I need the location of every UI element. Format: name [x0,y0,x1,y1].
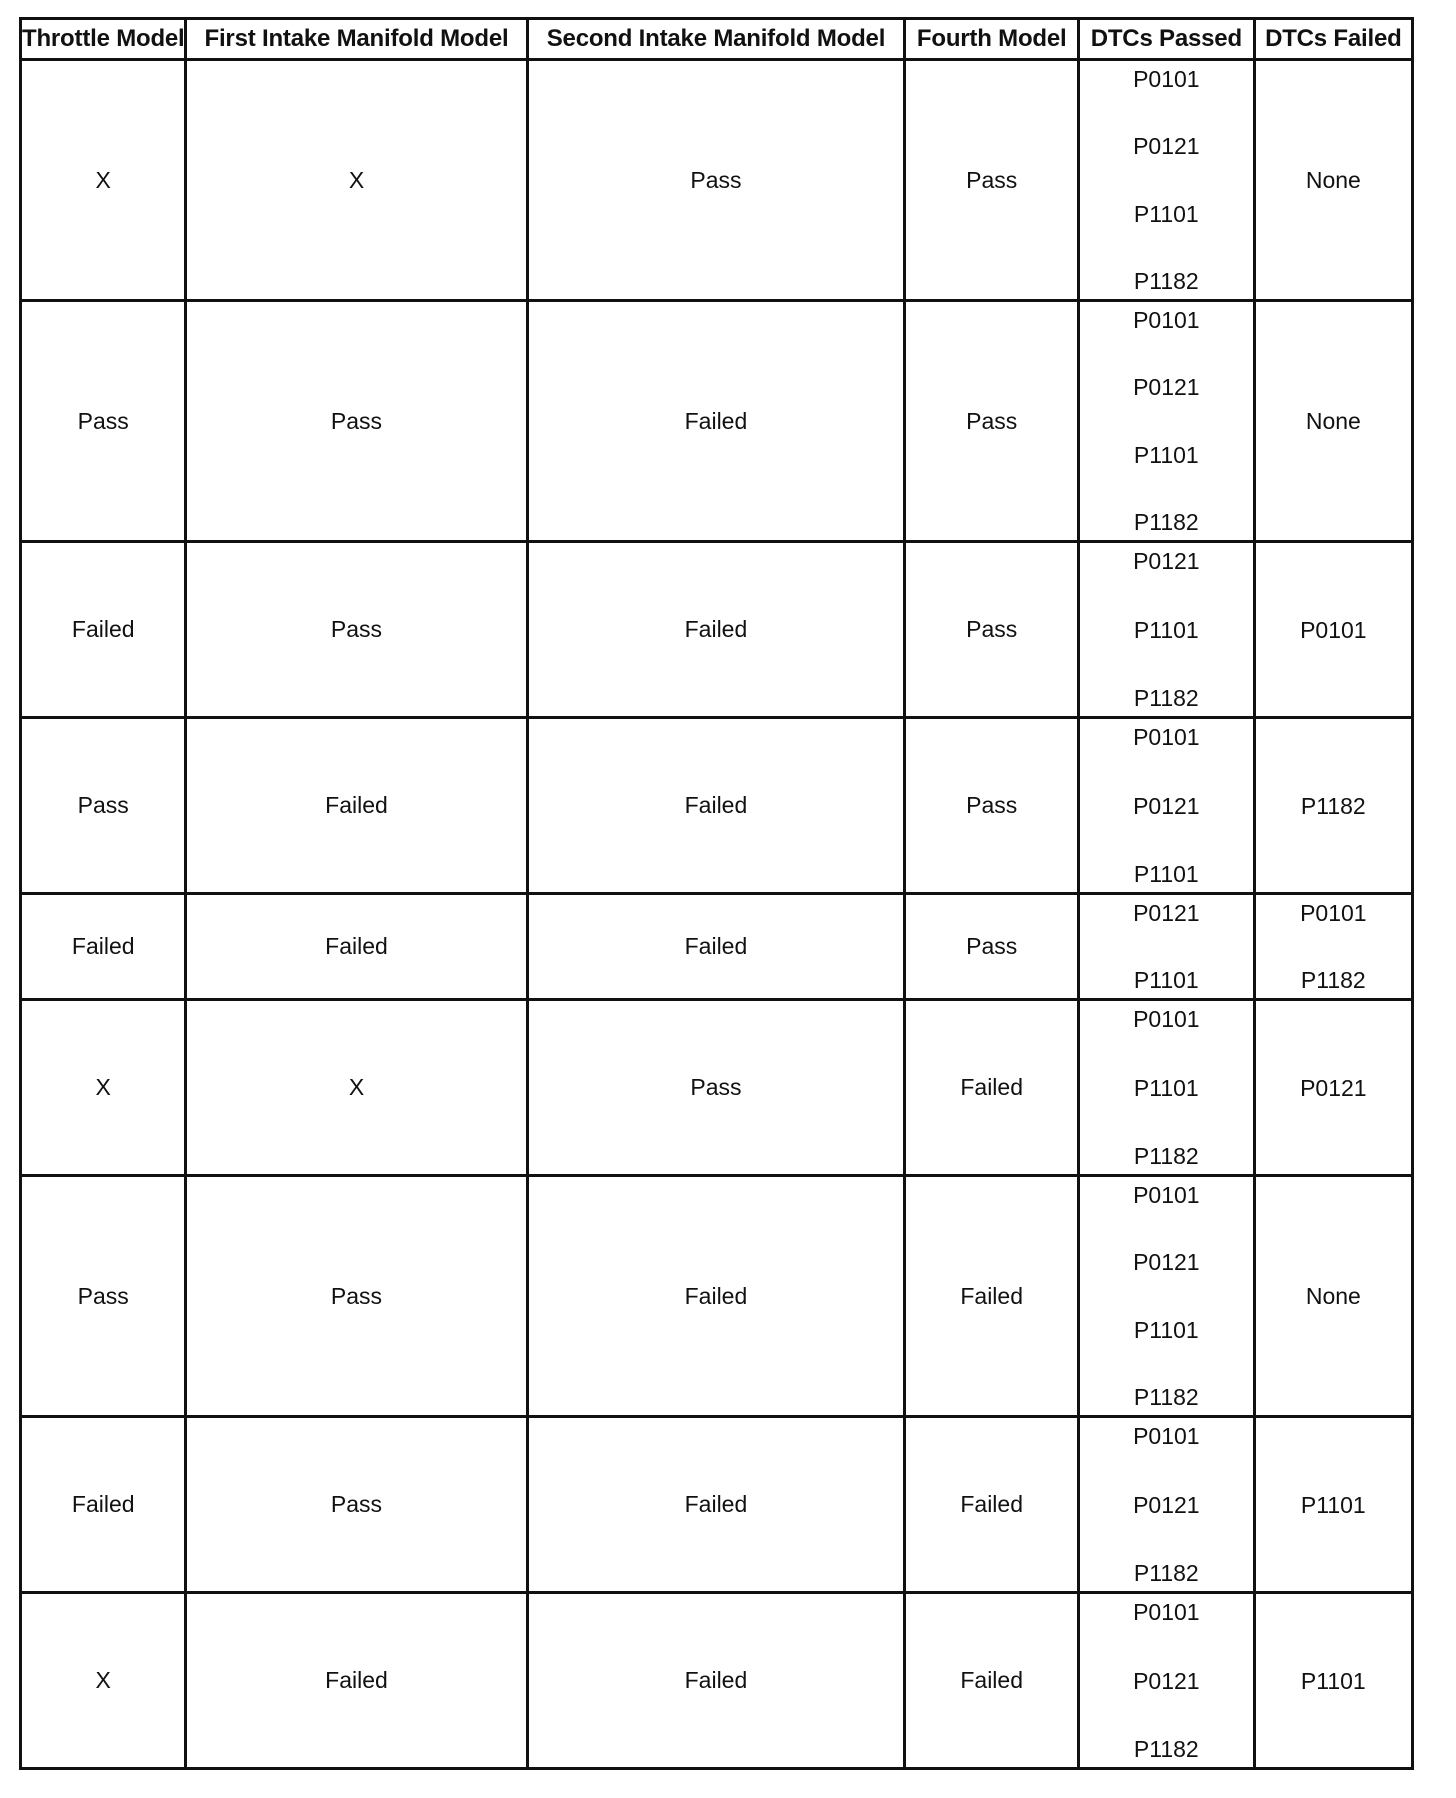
table-row [21,542,1413,718]
dtc-code-list [1080,1177,1253,1415]
dtc-code: P0121 [1133,1249,1200,1276]
fourth-model-cell: Pass [905,301,1079,542]
dtc-code: P0121 [1300,1074,1367,1101]
dtc-code: P0121 [1133,1667,1200,1694]
dtc-code: P1101 [1133,1074,1199,1101]
dtc-code: P1182 [1133,685,1199,711]
dtc-code: P0101 [1133,1423,1200,1449]
second-intake-manifold-cell: Failed [527,301,905,542]
dtc-code-list [1080,543,1253,716]
dtc-code: P0121 [1133,133,1200,160]
second-intake-manifold-cell: Failed [527,1593,905,1769]
dtc-code: P1101 [1133,200,1199,227]
dtc-code: P0101 [1133,1006,1200,1032]
second-intake-manifold-cell: Failed [527,894,905,1000]
dtcs-failed-cell [1254,301,1412,542]
dtcs-failed-cell [1254,542,1412,718]
dtc-code: P0101 [1300,900,1367,926]
dtcs-failed-cell [1254,718,1412,894]
header-row [21,19,1413,60]
first-intake-manifold-cell: Pass [186,1417,527,1593]
fourth-model-cell: Failed [905,1000,1079,1176]
throttle-model-cell: X [21,1593,186,1769]
fourth-model-cell: Failed [905,1417,1079,1593]
dtcs-passed-cell [1079,542,1255,718]
throttle-model-cell: Failed [21,1417,186,1593]
first-intake-manifold-cell: Pass [186,301,527,542]
first-intake-manifold-cell: Failed [186,894,527,1000]
dtc-code: P1182 [1133,267,1199,294]
dtcs-passed-cell [1079,1000,1255,1176]
dtc-code-list [1080,302,1253,540]
dtc-code: P1182 [1133,1560,1199,1586]
throttle-model-cell: Pass [21,1176,186,1417]
dtc-code: P0121 [1133,374,1200,401]
dtc-code-list [1080,719,1253,892]
dtcs-passed-cell [1079,1593,1255,1769]
second-intake-manifold-cell: Failed [527,542,905,718]
throttle-model-cell: Failed [21,542,186,718]
dtc-code: P1101 [1133,441,1199,468]
dtc-code: P1101 [1133,1316,1199,1343]
dtc-code-list [1080,1001,1253,1174]
dtcs-passed-cell [1079,60,1255,301]
first-intake-manifold-cell: Pass [186,1176,527,1417]
dtcs-failed-cell [1254,1000,1412,1176]
dtc-code: P1101 [1133,861,1199,887]
dtc-code: P0101 [1300,616,1367,643]
header-first-intake-manifold-model: First Intake Manifold Model [186,19,527,60]
throttle-model-cell: Pass [21,301,186,542]
dtc-code: P0121 [1133,1491,1200,1518]
table-row [21,301,1413,542]
dtc-code: P0121 [1133,548,1200,574]
table-body [21,60,1413,1769]
dtc-code: P1182 [1133,1736,1199,1762]
fourth-model-cell: Pass [905,542,1079,718]
fourth-model-cell: Pass [905,60,1079,301]
dtc-code: P1182 [1300,967,1366,993]
throttle-model-cell: X [21,60,186,301]
dtcs-passed-cell [1079,301,1255,542]
first-intake-manifold-cell: Pass [186,542,527,718]
dtc-code: P1182 [1133,1143,1199,1169]
dtcs-failed-cell [1254,1176,1412,1417]
second-intake-manifold-cell: Pass [527,1000,905,1176]
dtc-code: P0101 [1133,66,1200,92]
header-throttle-model: Throttle Model [21,19,186,60]
second-intake-manifold-cell: Failed [527,1417,905,1593]
dtc-code: P0101 [1133,307,1200,333]
header-second-intake-manifold-model: Second Intake Manifold Model [527,19,905,60]
dtcs-passed-cell [1079,1417,1255,1593]
dtc-code-list [1080,1594,1253,1767]
table-row [21,60,1413,301]
dtc-code: P1101 [1300,1667,1366,1694]
table-row [21,1176,1413,1417]
table-row [21,718,1413,894]
dtcs-failed-cell [1254,60,1412,301]
throttle-model-cell: X [21,1000,186,1176]
dtcs-passed-cell [1079,894,1255,1000]
second-intake-manifold-cell: Pass [527,60,905,301]
dtc-code: P1101 [1133,967,1199,993]
dtcs-failed-cell [1254,1593,1412,1769]
dtc-code-list [1080,61,1253,299]
header-fourth-model: Fourth Model [905,19,1079,60]
table-row [21,1000,1413,1176]
header-dtcs-passed: DTCs Passed [1079,19,1255,60]
fourth-model-cell: Pass [905,894,1079,1000]
dtcs-passed-cell [1079,718,1255,894]
first-intake-manifold-cell: Failed [186,718,527,894]
dtc-code: None [1305,167,1361,193]
table-row [21,1417,1413,1593]
fourth-model-cell: Pass [905,718,1079,894]
dtc-code: None [1305,408,1361,434]
dtc-code: P0101 [1133,1182,1200,1208]
dtcs-failed-cell [1254,894,1412,1000]
dtc-code: P1101 [1300,1491,1366,1518]
first-intake-manifold-cell: X [186,60,527,301]
fourth-model-cell: Failed [905,1593,1079,1769]
dtc-code: P0121 [1133,792,1200,819]
table-row [21,894,1413,1000]
header-dtcs-failed: DTCs Failed [1254,19,1412,60]
second-intake-manifold-cell: Failed [527,1176,905,1417]
dtc-code: P1182 [1133,1383,1199,1410]
dtc-code: P1182 [1133,508,1199,535]
fourth-model-cell: Failed [905,1176,1079,1417]
dtc-code-list [1256,895,1411,998]
dtc-results-table [19,17,1414,1770]
dtc-code: P0121 [1133,900,1200,926]
throttle-model-cell: Failed [21,894,186,1000]
dtc-code: None [1305,1283,1361,1309]
second-intake-manifold-cell: Failed [527,718,905,894]
first-intake-manifold-cell: X [186,1000,527,1176]
dtc-code: P1182 [1300,792,1366,819]
table-row [21,1593,1413,1769]
dtc-code: P0101 [1133,1599,1200,1625]
dtc-code: P1101 [1133,616,1199,643]
first-intake-manifold-cell: Failed [186,1593,527,1769]
dtc-code: P0101 [1133,724,1200,750]
dtcs-failed-cell [1254,1417,1412,1593]
throttle-model-cell: Pass [21,718,186,894]
dtc-code-list [1080,895,1253,998]
dtcs-passed-cell [1079,1176,1255,1417]
dtc-code-list [1080,1418,1253,1591]
